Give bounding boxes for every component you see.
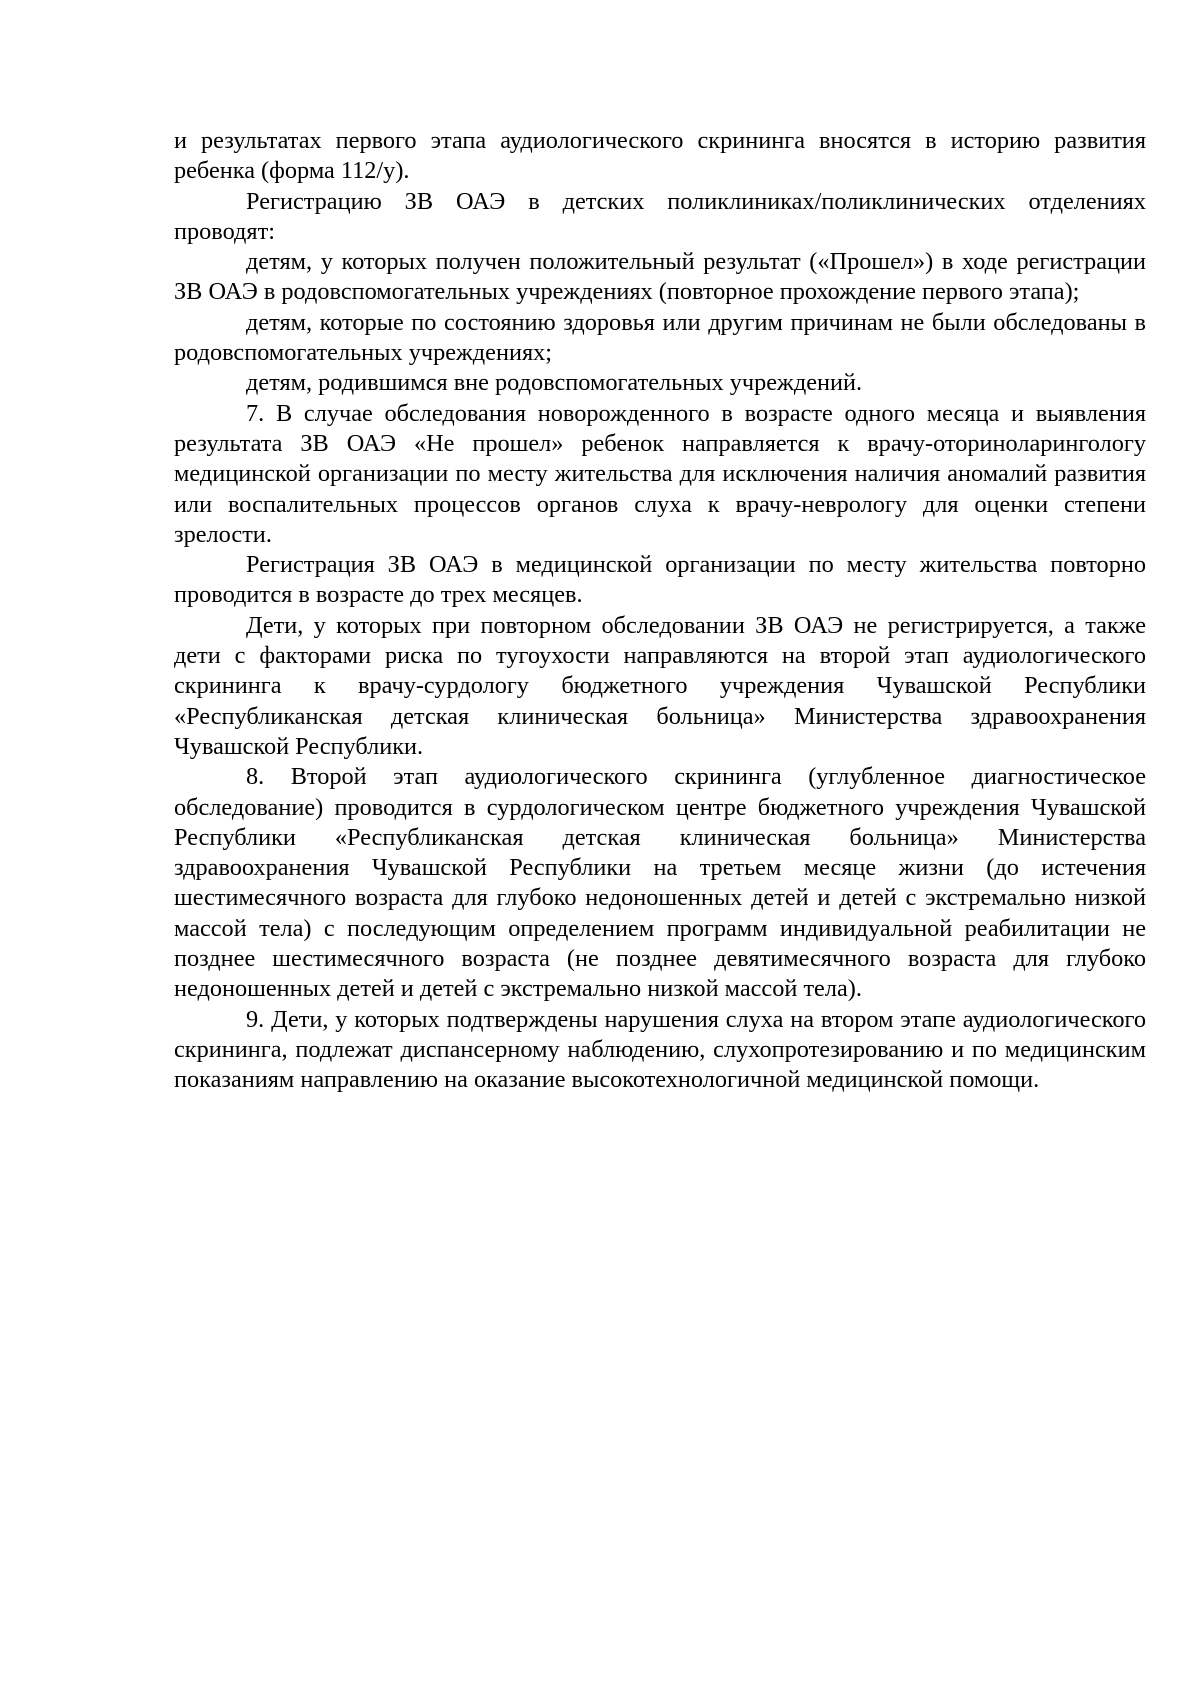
paragraph-item-9: 9. Дети, у которых подтверждены нарушения слуха на втором этапе аудиологического скрининга, подлежат диспансерному наблюдению, слухопротезированию и по медицинским показаниям направлению на оказание высокотехнологичной медицинской помощи.: [174, 1005, 1146, 1094]
document-page: [174, 126, 1146, 1096]
paragraph-registration-clinics: Регистрацию ЗВ ОАЭ в детских поликлиниках/поликлинических отделениях проводят:: [174, 187, 1146, 245]
paragraph-second-stage-referral: Дети, у которых при повторном обследовании ЗВ ОАЭ не регистрируется, а также дети с факторами риска по тугоухости направляются на второй этап аудиологического скрининга к врачу-сурдологу бюджетного учреждения Чувашской Республики «Республиканская детская клиническая больница» Министерства здравоохранения Чувашской Республики.: [174, 611, 1146, 760]
paragraph-repeat-registration: Регистрация ЗВ ОАЭ в медицинской организации по месту жительства повторно проводится в возрасте до трех месяцев.: [174, 551, 1146, 609]
paragraph-item-8: 8. Второй этап аудиологического скрининга (углубленное диагностическое обследование) проводится в сурдологическом центре бюджетного учреждения Чувашской Республики «Республиканская детская клиническая больница» Министерства здравоохранения Чувашской Республики на третьем месяце жизни (до истечения шестимесячного возраста для глубоко недоношенных детей и детей с экстремально низкой массой тела) с последующим определением программ индивидуальной реабилитации не позднее шестимесячного возраста (не позднее девятимесячного возраста для глубоко недоношенных детей и детей с экстремально низкой массой тела).: [174, 763, 1146, 1003]
list-item-positive-result: детям, у которых получен положительный результат («Прошел») в ходе регистрации ЗВ ОАЭ в родовспомогательных учреждениях (повторное прохождение первого этапа);: [174, 248, 1146, 306]
paragraph-continuation: и результатах первого этапа аудиологического скрининга вносятся в историю развития ребенка (форма 112/у).: [174, 127, 1146, 185]
list-item-not-examined: детям, которые по состоянию здоровья или другим причинам не были обследованы в родовспомогательных учреждениях;: [174, 308, 1146, 367]
paragraph-item-7: 7. В случае обследования новорожденного в возрасте одного месяца и выявления результата ЗВ ОАЭ «Не прошел» ребенок направляется к врачу-оториноларингологу медицинской организации по месту жительства для исключения наличия аномалий развития или воспалительных процессов органов слуха к врачу-неврологу для оценки степени зрелости.: [174, 399, 1146, 548]
list-item-born-outside: детям, родившимся вне родовспомогательных учреждений.: [246, 369, 863, 397]
